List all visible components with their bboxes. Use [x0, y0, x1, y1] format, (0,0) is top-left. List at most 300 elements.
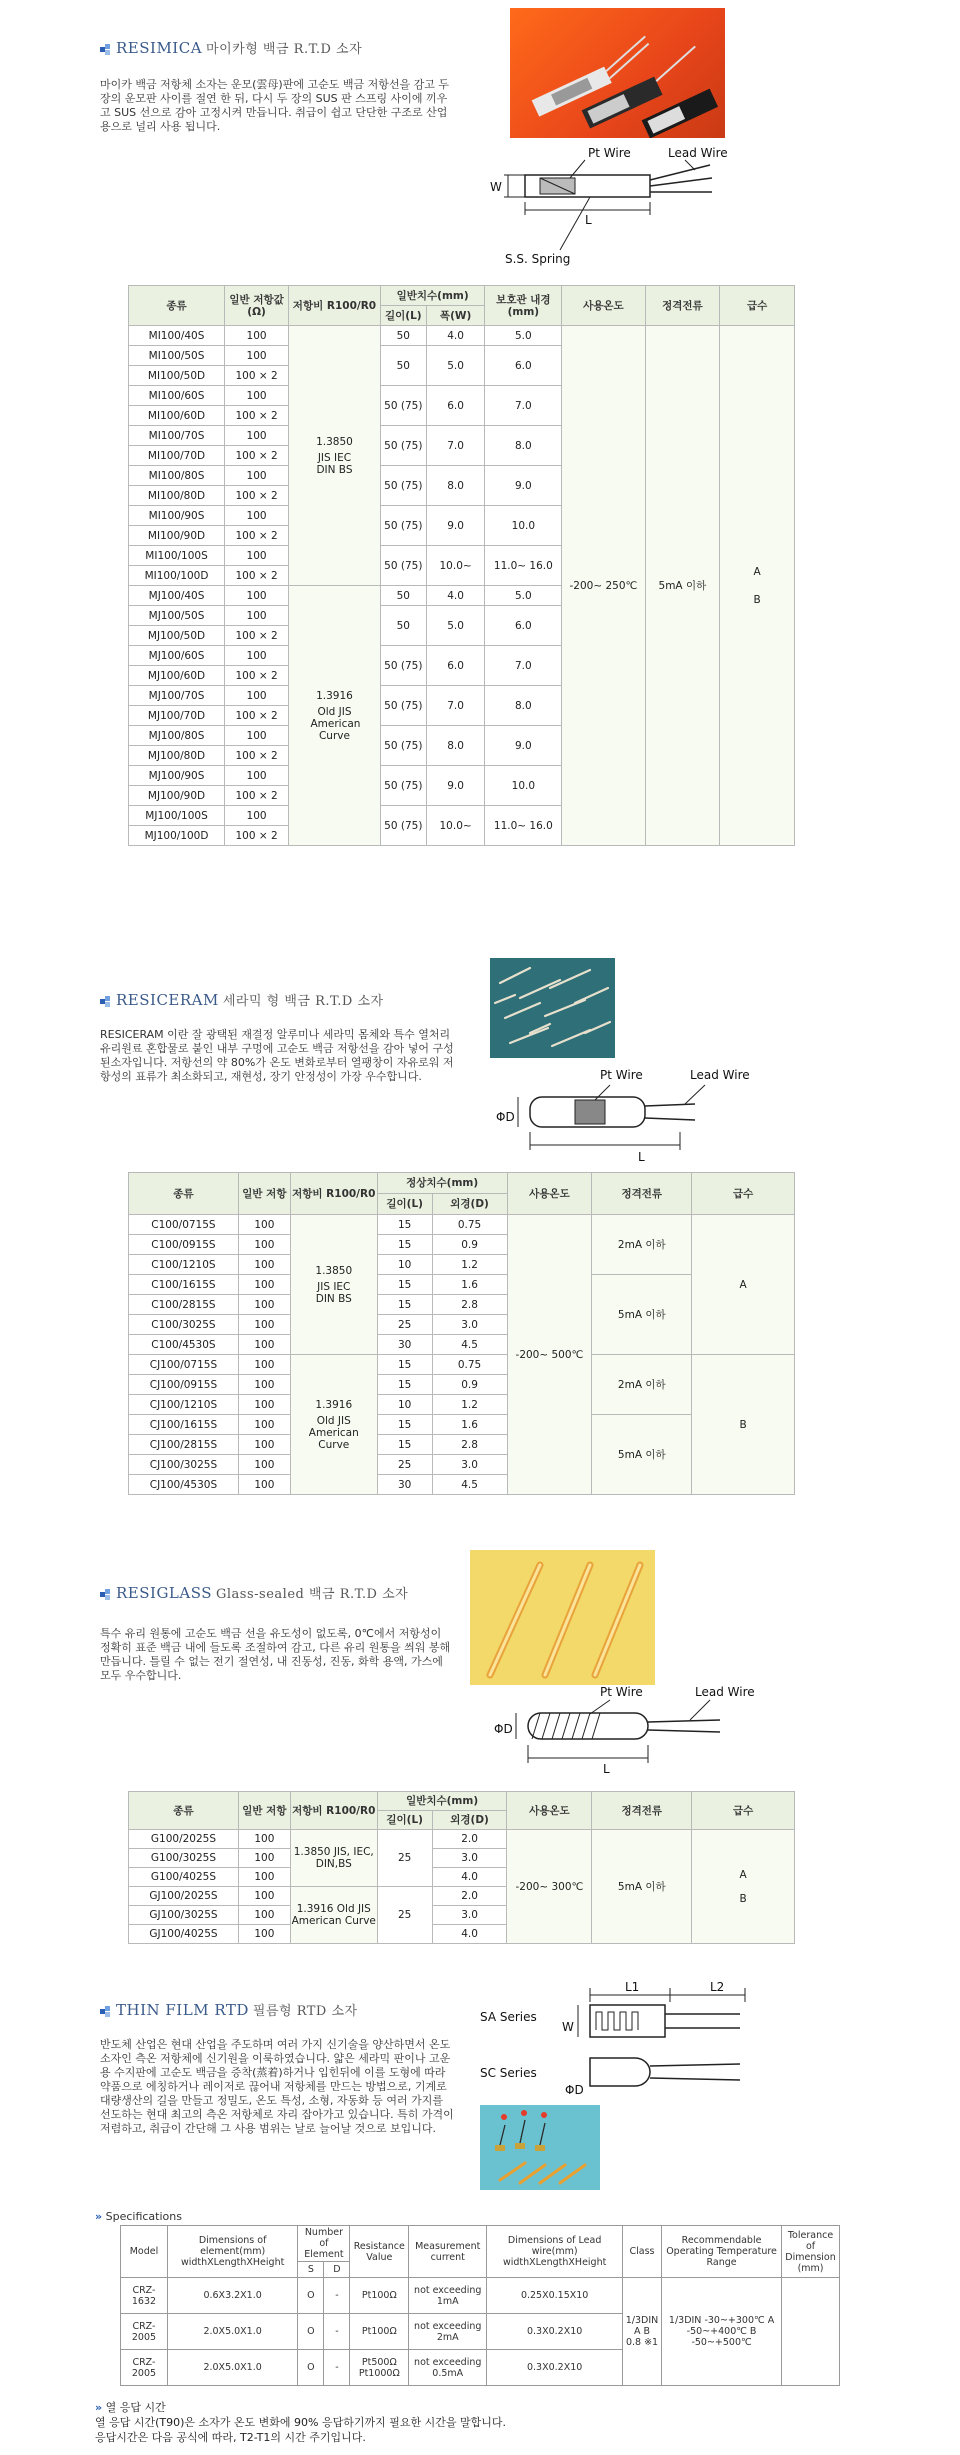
specs-table — [120, 2225, 840, 2386]
table-cell: MJ100/60S — [129, 646, 225, 666]
table-cell: 3.0 — [432, 1455, 507, 1475]
table-cell: CJ100/1210S — [129, 1395, 239, 1415]
diamond-bullet-icon — [100, 996, 110, 1006]
current-cell: 2mA 이하 — [592, 1355, 692, 1415]
specs-heading: » Specifications — [95, 2210, 182, 2223]
ratio-cell: 1.3916 Old JIS American Curve — [290, 1887, 377, 1944]
table-cell: MI100/40S — [129, 326, 225, 346]
table-cell: 5.0 — [426, 346, 485, 386]
table-cell: 50 (75) — [380, 766, 426, 806]
table-cell: 50 — [380, 586, 426, 606]
table-row — [129, 1830, 795, 1849]
table-cell: O — [298, 2314, 324, 2350]
table-cell: 100 — [238, 1415, 290, 1435]
table-cell: 8.0 — [426, 726, 485, 766]
table-cell: 30 — [377, 1335, 432, 1355]
standards-text: Old JIS American Curve — [310, 705, 361, 742]
col-dims: 정상치수(mm) — [377, 1173, 507, 1194]
table-cell: 100 — [238, 1295, 290, 1315]
table-cell: 50 (75) — [380, 386, 426, 426]
table-cell: MI100/90D — [129, 526, 225, 546]
table-cell: MI100/60D — [129, 406, 225, 426]
table-cell: CRZ-2005 — [121, 2314, 168, 2350]
col-od: 외경(D) — [432, 1811, 507, 1830]
table-cell: C100/2815S — [129, 1295, 239, 1315]
resimica-title: RESIMICA 마이카형 백금 R.T.D 소자 — [100, 38, 362, 57]
table-cell: 5.0 — [426, 606, 485, 646]
table-cell: MJ100/50S — [129, 606, 225, 626]
table-cell: 2.0 — [432, 1887, 507, 1906]
table-cell: MJ100/60D — [129, 666, 225, 686]
table-cell: 0.3X0.2X10 — [487, 2350, 623, 2386]
table-cell: 100 × 2 — [225, 706, 289, 726]
table-cell: 30 — [377, 1475, 432, 1495]
pt-wire-label: Pt Wire — [600, 1685, 643, 1699]
table-cell: 50 (75) — [380, 806, 426, 846]
table-cell: 15 — [377, 1415, 432, 1435]
resimica-description: 마이카 백금 저항체 소자는 운모(雲母)판에 고순도 백금 저항선을 감고 두 장의 운모판 사이를 절연 한 뒤, 다시 두 장의 SUS 판 스프링 사이에 끼우고 SUS 선으로 감아 고정시켜 만듭니다. 취급이 쉽고 단단한 구조로 산업용으로 널리 사용 됩니다. — [100, 78, 449, 133]
table-cell: 10.0~ — [426, 806, 485, 846]
table-cell: 15 — [377, 1215, 432, 1235]
table-cell: 100 — [225, 586, 289, 606]
grade-cell — [720, 326, 795, 846]
response-time-block — [95, 2400, 506, 2445]
grade-b: B — [739, 1892, 747, 1905]
length-cell: 25 — [377, 1887, 432, 1944]
col-grade: 급수 — [692, 1792, 795, 1830]
grade-cell: A — [692, 1215, 795, 1355]
table-cell: 1.2 — [432, 1255, 507, 1275]
table-cell: C100/1210S — [129, 1255, 239, 1275]
resiglass-description: 특수 유리 원통에 고순도 백금 선을 유도성이 없도록, 0℃에서 저항성이 정확히 표준 백금 내에 들도록 조절하여 감고, 다른 유리 원통을 씌워 봉해 만듭니다. 틀릴 수 없는 전기 절연성, 내 진동성, 진동, 화학 용액, 가스에 모두 우수합니다. — [100, 1627, 451, 1682]
col-dims: Dimensions of element(mm) widthXLengthXHeight — [167, 2226, 297, 2278]
ratio-value: 1.3916 — [315, 1398, 353, 1411]
table-cell: 6.0 — [426, 386, 485, 426]
table-cell: CJ100/0715S — [129, 1355, 239, 1375]
table-cell: 6.0 — [485, 606, 562, 646]
col-grade: 급수 — [692, 1173, 795, 1215]
table-cell: MJ100/50D — [129, 626, 225, 646]
thinfilm-description: 반도체 산업은 현대 산업을 주도하며 여러 가지 신기술을 양산하면서 온도 소자인 측온 저항체에 신기원을 이룩하였습니다. 얇은 세라믹 판이나 고운용 수지판에 고순도 백금을 증착(蒸着)하거나 입힌뒤에 이를 도형에 따라 약품으로 에칭하거나 레이저로 끊어내 저항체를 만드는 방법으로, 기계로 대량생산의 길을 만들고 정밀도, 온도 특성, 소형, 자동화 등 여러 가지를 선도하는 현대 최고의 측온 저항체로 자리 잡아가고 있습니다. 특히 가격이 저렴하고, 취급이 간단해 그 사용 범위는 날로 늘어날 것으로 보입니다. — [100, 2038, 454, 2135]
table-cell: MJ100/100S — [129, 806, 225, 826]
col-type: 종류 — [129, 1792, 239, 1830]
table-cell: 50 (75) — [380, 726, 426, 766]
table-cell: 100 — [238, 1887, 290, 1906]
table-cell: 50 — [380, 326, 426, 346]
table-cell: 1.2 — [432, 1395, 507, 1415]
l-label: L — [585, 213, 592, 227]
table-cell: 100 — [238, 1868, 290, 1887]
table-cell: Pt500Ω Pt1000Ω — [350, 2350, 409, 2386]
table-cell: 11.0~ 16.0 — [485, 806, 562, 846]
table-cell: MI100/90S — [129, 506, 225, 526]
table-cell: 10 — [377, 1395, 432, 1415]
table-cell: 15 — [377, 1235, 432, 1255]
l2-label: L2 — [710, 1980, 725, 1994]
table-cell: 100 — [238, 1355, 290, 1375]
table-cell: Pt100Ω — [350, 2314, 409, 2350]
col-type: 종류 — [129, 286, 225, 326]
table-cell: 7.0 — [485, 386, 562, 426]
diamond-bullet-icon — [100, 44, 110, 54]
table-cell: 100 — [238, 1435, 290, 1455]
resiglass-diagram — [480, 1690, 800, 1790]
table-row — [129, 1215, 795, 1235]
table-cell: MJ100/100D — [129, 826, 225, 846]
resiceram-description: RESICERAM 이란 잘 광택된 재결정 알루미나 세라믹 몸체와 특수 열처리 유리원료 혼합물로 붙인 내부 구멍에 고순도 백금 저항선을 감아 넣어 구성된소자입니다. 저항선의 약 80%가 온도 변화로부터 열팽창이 자유로워 저항성의 표류가 최소화되고, 재현성, 장기 안정성이 가장 우수합니다. — [100, 1028, 454, 1083]
table-cell: 100 — [225, 806, 289, 826]
lead-wire-label: Lead Wire — [695, 1685, 755, 1699]
table-cell: G100/2025S — [129, 1830, 239, 1849]
grade-cell — [692, 1830, 795, 1944]
col-current: Measurement current — [409, 2226, 487, 2278]
table-cell: 100 — [238, 1395, 290, 1415]
table-cell: 0.3X0.2X10 — [487, 2314, 623, 2350]
spring-label: S.S. Spring — [505, 252, 571, 266]
table-cell: not exceeding 1mA — [409, 2278, 487, 2314]
table-cell: 9.0 — [426, 506, 485, 546]
table-cell: 100 — [238, 1375, 290, 1395]
table-cell: 100 — [238, 1925, 290, 1944]
table-cell: 100 — [238, 1849, 290, 1868]
ratio-value: 1.3850 — [315, 1264, 353, 1277]
table-cell: 10.0~ — [426, 546, 485, 586]
table-cell: 100 — [225, 606, 289, 626]
table-cell: 0.75 — [432, 1355, 507, 1375]
table-cell: 0.75 — [432, 1215, 507, 1235]
grade-a: A — [739, 1868, 747, 1881]
table-cell: 2.8 — [432, 1435, 507, 1455]
table-cell: 4.0 — [426, 586, 485, 606]
table-cell: MI100/100D — [129, 566, 225, 586]
resiglass-table — [128, 1791, 795, 1944]
table-row — [129, 1355, 795, 1375]
table-cell: 0.6X3.2X1.0 — [167, 2278, 297, 2314]
table-cell: 15 — [377, 1355, 432, 1375]
table-cell: 100 × 2 — [225, 826, 289, 846]
table-cell: CRZ-2005 — [121, 2350, 168, 2386]
pt-wire-label: Pt Wire — [600, 1068, 643, 1082]
table-cell: - — [324, 2314, 350, 2350]
table-cell: 5.0 — [485, 586, 562, 606]
table-cell: 100 × 2 — [225, 366, 289, 386]
table-cell: 100 — [225, 506, 289, 526]
table-cell: MJ100/90D — [129, 786, 225, 806]
table-cell: C100/4530S — [129, 1335, 239, 1355]
diamond-bullet-icon — [100, 1589, 110, 1599]
temp-cell: -200~ 500℃ — [507, 1215, 592, 1495]
table-cell: 25 — [377, 1315, 432, 1335]
table-cell: 100 — [225, 546, 289, 566]
table-cell: 100 — [238, 1255, 290, 1275]
col-length: 길이(L) — [380, 306, 426, 326]
table-cell: G100/3025S — [129, 1849, 239, 1868]
col-nominal: 일반 저항 — [238, 1173, 290, 1215]
double-chevron-icon: » — [95, 2401, 103, 2414]
standards-text: Old JIS American Curve — [308, 1414, 359, 1451]
table-cell: 100 × 2 — [225, 626, 289, 646]
d-label: ΦD — [565, 2083, 584, 2097]
table-cell: 2.0X5.0X1.0 — [167, 2314, 297, 2350]
length-cell: 25 — [377, 1830, 432, 1887]
table-cell: 100 — [225, 466, 289, 486]
table-cell: 7.0 — [426, 686, 485, 726]
col-nominal: 일반 저항 — [238, 1792, 290, 1830]
table-cell: MI100/70D — [129, 446, 225, 466]
table-cell: 10 — [377, 1255, 432, 1275]
d-label: ΦD — [496, 1110, 515, 1124]
standards-text: JIS IEC DIN BS — [315, 1280, 352, 1305]
table-cell: 100 — [238, 1215, 290, 1235]
table-cell: 0.25X0.15X10 — [487, 2278, 623, 2314]
table-cell: 9.0 — [426, 766, 485, 806]
table-cell: 4.0 — [426, 326, 485, 346]
table-cell: 4.5 — [432, 1335, 507, 1355]
table-cell: 50 (75) — [380, 506, 426, 546]
table-cell: CJ100/2815S — [129, 1435, 239, 1455]
table-cell: 3.0 — [432, 1849, 507, 1868]
tolerance-cell — [782, 2278, 840, 2386]
table-cell: 0.9 — [432, 1375, 507, 1395]
table-cell: 100 — [238, 1906, 290, 1925]
table-cell: MI100/100S — [129, 546, 225, 566]
table-cell: - — [324, 2278, 350, 2314]
col-dims: 일반치수(mm) — [377, 1792, 507, 1811]
table-cell: MJ100/80S — [129, 726, 225, 746]
table-cell: 100 × 2 — [225, 666, 289, 686]
ratio-cell — [290, 1215, 377, 1355]
table-cell: GJ100/4025S — [129, 1925, 239, 1944]
table-cell: 2.8 — [432, 1295, 507, 1315]
table-cell: CJ100/0915S — [129, 1375, 239, 1395]
table-cell: 50 (75) — [380, 546, 426, 586]
col-type: 종류 — [129, 1173, 239, 1215]
table-cell: 15 — [377, 1275, 432, 1295]
ratio-cell — [290, 1355, 377, 1495]
thinfilm-title: THIN FILM RTD 필름형 RTD 소자 — [100, 2000, 358, 2019]
temp-cell: -200~ 300℃ — [507, 1830, 592, 1944]
table-row — [129, 326, 795, 346]
table-cell: MJ100/70S — [129, 686, 225, 706]
table-cell: 5.0 — [485, 326, 562, 346]
l-label: L — [603, 1762, 610, 1776]
col-number: Number of Element — [298, 2226, 350, 2262]
table-cell: MJ100/40S — [129, 586, 225, 606]
table-cell: 3.0 — [432, 1315, 507, 1335]
table-cell: MI100/60S — [129, 386, 225, 406]
response-line-1: 열 응답 시간(T90)은 소자가 온도 변화에 90% 응답하기까지 필요한 시간을 말합니다. — [95, 2416, 506, 2429]
table-cell: 50 (75) — [380, 646, 426, 686]
table-cell: C100/0915S — [129, 1235, 239, 1255]
table-cell: 10.0 — [485, 766, 562, 806]
table-cell: 8.0 — [485, 426, 562, 466]
table-cell: 1.6 — [432, 1415, 507, 1435]
table-cell: C100/3025S — [129, 1315, 239, 1335]
table-cell: 15 — [377, 1295, 432, 1315]
lead-wire-label: Lead Wire — [690, 1068, 750, 1082]
resiceram-title: RESICERAM 세라믹 형 백금 R.T.D 소자 — [100, 990, 384, 1009]
table-cell: GJ100/3025S — [129, 1906, 239, 1925]
response-line-2: 응답시간은 다음 공식에 따라, T2-T1의 시간 주기입니다. — [95, 2431, 366, 2444]
table-cell: O — [298, 2350, 324, 2386]
current-cell: 5mA 이하 — [645, 326, 720, 846]
table-cell: MJ100/70D — [129, 706, 225, 726]
table-cell: 100 — [238, 1275, 290, 1295]
table-cell: 50 (75) — [380, 426, 426, 466]
col-ratio: 저항비 R100/R0 — [290, 1173, 377, 1215]
table-cell: MJ100/80D — [129, 746, 225, 766]
resiceram-photo — [490, 958, 615, 1058]
sc-series-label: SC Series — [480, 2066, 537, 2080]
grade-a: A — [753, 565, 761, 578]
grade-cell: B — [692, 1355, 795, 1495]
table-cell: MI100/70S — [129, 426, 225, 446]
table-cell: C100/0715S — [129, 1215, 239, 1235]
table-cell: 10.0 — [485, 506, 562, 546]
ratio-cell — [289, 586, 381, 846]
table-cell: 25 — [377, 1455, 432, 1475]
current-cell: 2mA 이하 — [592, 1215, 692, 1275]
d-label: ΦD — [494, 1722, 513, 1736]
table-cell: 4.0 — [432, 1925, 507, 1944]
table-cell: 100 — [225, 766, 289, 786]
table-cell: 2.0 — [432, 1830, 507, 1849]
col-length: 길이(L) — [377, 1811, 432, 1830]
table-cell: Pt100Ω — [350, 2278, 409, 2314]
table-cell: 0.9 — [432, 1235, 507, 1255]
col-s: S — [298, 2262, 324, 2278]
table-cell: MI100/80D — [129, 486, 225, 506]
col-lead: Dimensions of Lead wire(mm) widthXLengthXHeight — [487, 2226, 623, 2278]
table-cell: 8.0 — [426, 466, 485, 506]
table-cell: 100 — [238, 1315, 290, 1335]
table-cell: 4.0 — [432, 1868, 507, 1887]
table-cell: 2.0X5.0X1.0 — [167, 2350, 297, 2386]
table-cell: 100 — [225, 646, 289, 666]
temp-cell: -200~ 250℃ — [562, 326, 645, 846]
table-cell: 8.0 — [485, 686, 562, 726]
l1-label: L1 — [625, 1980, 640, 1994]
table-cell: 100 — [225, 386, 289, 406]
table-cell: 100 — [238, 1455, 290, 1475]
col-temp: 사용온도 — [562, 286, 645, 326]
table-cell: CRZ-1632 — [121, 2278, 168, 2314]
current-cell: 5mA 이하 — [592, 1415, 692, 1495]
w-label: W — [562, 2020, 574, 2034]
resiglass-photo — [470, 1550, 655, 1685]
col-tube: 보호관 내경(mm) — [485, 286, 562, 326]
table-cell: 50 — [380, 346, 426, 386]
table-cell: 15 — [377, 1375, 432, 1395]
grade-b: B — [753, 593, 761, 606]
table-cell: not exceeding 0.5mA — [409, 2350, 487, 2386]
col-temp: 사용온도 — [507, 1173, 592, 1215]
col-dims: 일반치수(mm) — [380, 286, 485, 306]
col-resistance: Resistance Value — [350, 2226, 409, 2278]
col-od: 외경(D) — [432, 1194, 507, 1215]
table-cell: 9.0 — [485, 466, 562, 506]
response-heading: 열 응답 시간 — [105, 2401, 166, 2414]
table-cell: CJ100/4530S — [129, 1475, 239, 1495]
table-cell: 100 — [238, 1335, 290, 1355]
table-cell: 7.0 — [426, 426, 485, 466]
table-cell: - — [324, 2350, 350, 2386]
col-current: 정격전류 — [592, 1792, 692, 1830]
current-cell: 5mA 이하 — [592, 1830, 692, 1944]
table-cell: CJ100/3025S — [129, 1455, 239, 1475]
table-cell: 11.0~ 16.0 — [485, 546, 562, 586]
table-cell: 50 (75) — [380, 686, 426, 726]
ratio-value: 1.3916 — [316, 689, 353, 702]
thinfilm-photo — [480, 2105, 600, 2190]
table-cell: 100 — [238, 1830, 290, 1849]
col-width: 폭(W) — [426, 306, 485, 326]
current-cell: 5mA 이하 — [592, 1275, 692, 1355]
w-label: W — [490, 180, 502, 194]
table-row — [121, 2278, 840, 2314]
table-cell: MI100/50S — [129, 346, 225, 366]
table-cell: 100 — [225, 686, 289, 706]
lead-wire-label: Lead Wire — [668, 146, 728, 160]
col-length: 길이(L) — [377, 1194, 432, 1215]
table-cell: 100 — [238, 1475, 290, 1495]
table-cell: 3.0 — [432, 1906, 507, 1925]
table-cell: MI100/80S — [129, 466, 225, 486]
class-cell: 1/3DIN A B 0.8 ※1 — [622, 2278, 661, 2386]
table-cell: 100 × 2 — [225, 786, 289, 806]
col-d: D — [324, 2262, 350, 2278]
col-model: Model — [121, 2226, 168, 2278]
pt-wire-label: Pt Wire — [588, 146, 631, 160]
resiglass-title: RESIGLASS Glass-sealed 백금 R.T.D 소자 — [100, 1583, 408, 1602]
col-ratio: 저항비 R100/R0 — [289, 286, 381, 326]
col-current: 정격전류 — [645, 286, 720, 326]
double-chevron-icon: » — [95, 2210, 103, 2223]
col-current: 정격전류 — [592, 1173, 692, 1215]
table-cell: MJ100/90S — [129, 766, 225, 786]
table-cell: 100 × 2 — [225, 746, 289, 766]
table-cell: 100 — [238, 1235, 290, 1255]
table-cell: C100/1615S — [129, 1275, 239, 1295]
resimica-table — [128, 285, 795, 846]
table-cell: not exceeding 2mA — [409, 2314, 487, 2350]
table-cell: 50 — [380, 606, 426, 646]
col-class: Class — [622, 2226, 661, 2278]
sa-series-label: SA Series — [480, 2010, 537, 2024]
ratio-cell — [289, 326, 381, 586]
table-cell: 6.0 — [426, 646, 485, 686]
table-cell: 100 — [225, 326, 289, 346]
table-cell: CJ100/1615S — [129, 1415, 239, 1435]
table-cell: G100/4025S — [129, 1868, 239, 1887]
temp-cell: 1/3DIN -30~+300℃ A -50~+400℃ B -50~+500℃ — [662, 2278, 782, 2386]
table-cell: 100 — [225, 346, 289, 366]
table-cell: 100 × 2 — [225, 526, 289, 546]
col-ratio: 저항비 R100/R0 — [290, 1792, 377, 1830]
l-label: L — [638, 1150, 645, 1164]
table-cell: 50 (75) — [380, 466, 426, 506]
col-grade: 급수 — [720, 286, 795, 326]
table-cell: 4.5 — [432, 1475, 507, 1495]
ratio-cell: 1.3850 JIS, IEC, DIN,BS — [290, 1830, 377, 1887]
table-cell: 100 — [225, 426, 289, 446]
col-nominal: 일반 저항값(Ω) — [225, 286, 289, 326]
col-temp: Recommendable Operating Temperature Range — [662, 2226, 782, 2278]
table-cell: O — [298, 2278, 324, 2314]
table-cell: 100 × 2 — [225, 446, 289, 466]
standards-text: JIS IEC DIN BS — [316, 451, 353, 476]
table-cell: 7.0 — [485, 646, 562, 686]
